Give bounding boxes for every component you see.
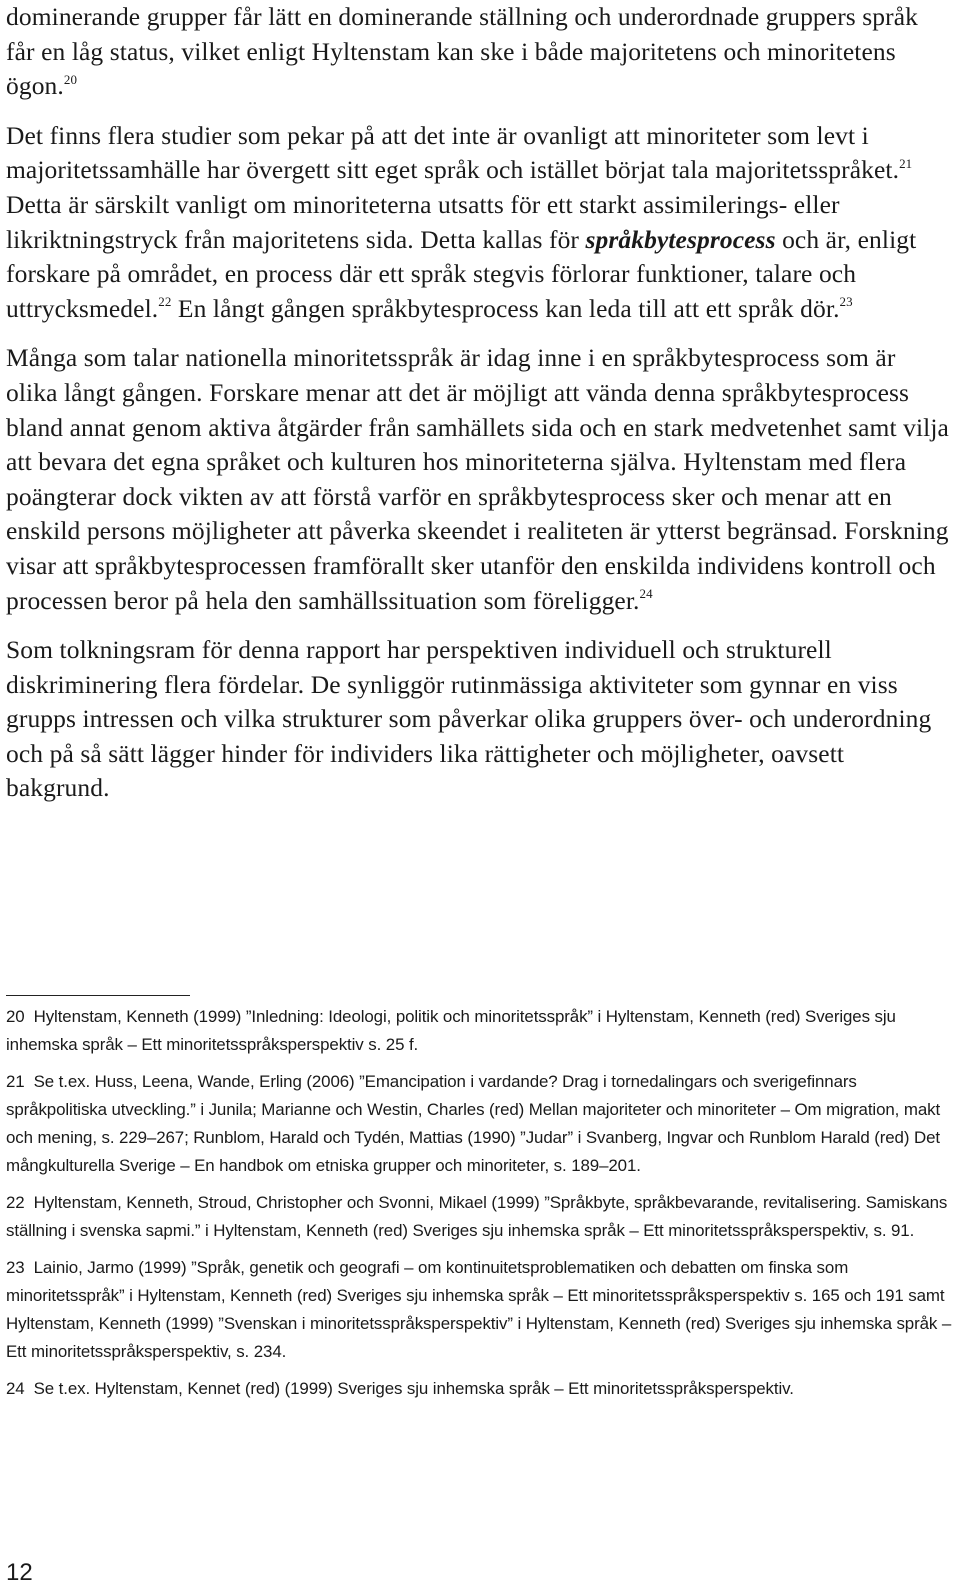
- footnote-number: 24: [6, 1379, 25, 1398]
- paragraph-2-text-c: och är, enligt forskare på området, en process där ett språk stegvis förlorar funktioner, talare och uttrycksmedel.: [6, 224, 917, 323]
- paragraph-3-text: Många som talar nationella minoritetsspråk är idag inne i en språkbytesprocess som är olika långt gången. Forskare menar att det är möjligt att vända denna språkbytesprocess bland annat genom aktiva åtgärder från samhällets sida och en stark medvetenhet samt vilja att bevara det egna språket och kulturen hos minoriteterna själva. Hyltenstam med flera poängterar dock vikten av att förstå varför en språkbytesprocess sker och menar att en enskild persons möjligheter att påverka skeendet i realiteten är ytterst begränsad. Forskning visar att språkbytesprocessen framförallt sker utanför den enskilda individens kontroll och processen beror på hela den samhällssituation som föreligger.: [6, 343, 949, 615]
- footnote-ref-23[interactable]: 23: [839, 294, 853, 310]
- paragraph-3: [6, 341, 952, 618]
- footnote-ref-22[interactable]: 22: [158, 294, 172, 310]
- footnote-divider: [6, 995, 190, 996]
- footnote-text: Lainio, Jarmo (1999) ”Språk, genetik och geografi – om kontinuitetsproblematiken och debatten om finska som minoritetsspråk” i Hyltenstam, Kenneth (red) Sveriges sju inhemska språk – Ett minoritetsspråksperspektiv s. 165 och 191 samt Hyltenstam, Kenneth (1999) ”Svenskan i minoritetsspråksperspektiv” i Hyltenstam, Kenneth (red) Sveriges sju inhemska språk – Ett minoritetsspråksperspektiv, s. 234.: [6, 1258, 952, 1361]
- footnote-text: Se t.ex. Hyltenstam, Kennet (red) (1999) Sveriges sju inhemska språk – Ett minoritetsspråksperspektiv.: [33, 1379, 794, 1398]
- footnote-number: 22: [6, 1193, 25, 1212]
- footnote-number: 20: [6, 1007, 25, 1026]
- footnote-text: Hyltenstam, Kenneth (1999) ”Inledning: Ideologi, politik och minoritetsspråk” i Hyltenstam, Kenneth (red) Sveriges sju inhemska språk – Ett minoritetsspråksperspektiv s. 25 f.: [6, 1007, 896, 1054]
- footnote-24: [6, 1375, 952, 1403]
- footnote-number: 21: [6, 1072, 25, 1091]
- footnote-ref-24[interactable]: 24: [639, 586, 653, 601]
- paragraph-2: [6, 119, 952, 327]
- footnote-23: [6, 1254, 952, 1366]
- body-text: [6, 0, 952, 821]
- paragraph-1: [6, 0, 952, 104]
- paragraph-1-text: dominerande grupper får lätt en dominerande ställning och underordnade gruppers språk får en låg status, vilket enligt Hyltenstam kan ske i både majoritetens och minoritetens ögon.: [6, 2, 919, 101]
- paragraph-2-text-a: Det finns flera studier som pekar på att det inte är ovanligt att minoriteter som levt i majoritetssamhälle har övergett sitt eget språk och istället börjat tala majoritetsspråket.: [6, 120, 900, 185]
- footnote-ref-21[interactable]: 21: [899, 155, 913, 171]
- footnote-ref-20[interactable]: 20: [63, 71, 78, 87]
- footnote-text: Se t.ex. Huss, Leena, Wande, Erling (2006) ”Emancipation i vardande? Drag i tornedalingars och sverigefinnars språkpolitiska utveckling.” i Junila; Marianne och Westin, Charles (red) Mellan majoriteter och minoriteter – Om migration, makt och mening, s. 229–267; Runblom, Harald och Tydén, Mattias (1990) ”Judar” i Svanberg, Ingvar och Runblom Harald (red) Det mångkulturella Sverige – En handbok om etniska grupper och minoriteter, s. 189–201.: [6, 1072, 941, 1175]
- footnote-21: [6, 1068, 952, 1180]
- emphasized-term: språkbytesprocess: [585, 224, 776, 254]
- page-number: 12: [6, 1559, 33, 1586]
- paragraph-2-text-b: Detta är särskilt vanligt om minoriteterna utsatts för ett starkt assimilerings- eller likriktningstryck från majoritetens sida. Detta kallas för: [6, 189, 840, 254]
- footnote-number: 23: [6, 1258, 25, 1277]
- footnote-22: [6, 1189, 952, 1245]
- paragraph-4: [6, 633, 952, 806]
- footnote-text: Hyltenstam, Kenneth, Stroud, Christopher och Svonni, Mikael (1999) ”Språkbyte, språkbevarande, revitalisering. Samiskans ställning i svenska sapmi.” i Hyltenstam, Kenneth (red) Sveriges sju inhemska språk – Ett minoritetsspråksperspektiv, s. 91.: [6, 1193, 948, 1240]
- footnotes: [6, 1003, 952, 1412]
- footnote-20: [6, 1003, 952, 1059]
- paragraph-2-text-d: En långt gången språkbytesprocess kan leda till att ett språk dör.: [171, 293, 840, 323]
- paragraph-4-text: Som tolkningsram för denna rapport har perspektiven individuell och strukturell diskriminering flera fördelar. De synliggör rutinmässiga aktiviteter som gynnar en viss grupps intressen och vilka strukturer som påverkar olika gruppers över- och underordning och på så sätt lägger hinder för individers lika rättigheter och möjligheter, oavsett bakgrund.: [6, 635, 932, 803]
